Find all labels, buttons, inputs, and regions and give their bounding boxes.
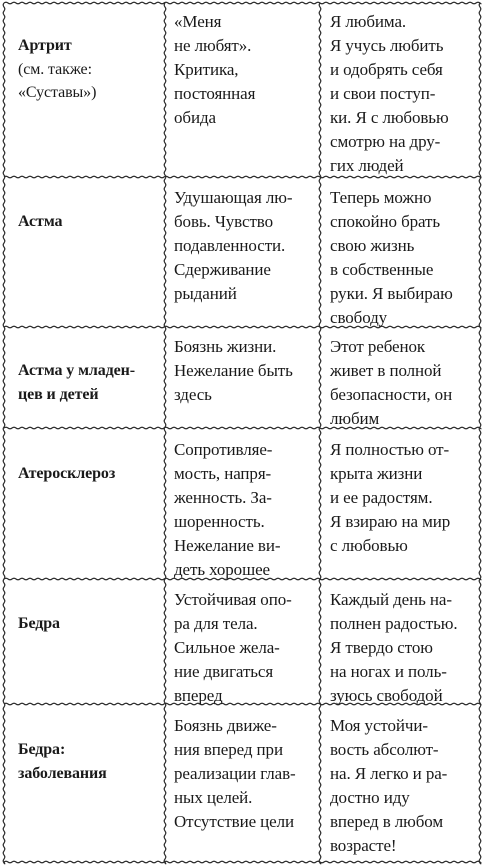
column-divider	[319, 3, 321, 864]
term-cell	[18, 588, 158, 636]
term-name: Атеросклероз	[18, 465, 116, 482]
term-cell	[18, 10, 158, 128]
affirmation-cell: Я любима. Я учусь любить и одобрять себя и свои поступ- ки. Я с любовью смотрю на дру- гих людей	[330, 12, 449, 175]
term-name: Бедра	[18, 615, 60, 632]
cause-cell: «Меня не любят». Критика, постоянная обида	[174, 12, 256, 127]
affirmation-cell: Этот ребенок живет в полной безопасности, он любим	[330, 337, 453, 428]
cause-cell: Боязнь жизни. Нежелание быть здесь	[174, 337, 293, 404]
column-divider	[164, 3, 166, 864]
term-cell	[18, 714, 158, 786]
cause-cell: Сопротивляе- мость, напря- женность. За- шоренность. Нежелание ви- деть хорошее	[174, 440, 281, 579]
term-name: Астма у младен- цев и детей	[18, 362, 136, 403]
affirmation-cell: Я полностью от- крыта жизни и ее радостям. Я взираю на мир с любовью	[330, 440, 451, 555]
term-cell	[18, 335, 168, 407]
term-name: Артрит	[18, 37, 72, 54]
table-left-border	[3, 3, 5, 864]
term-cell	[18, 186, 158, 234]
table-top-border	[4, 2, 481, 4]
table-bottom-border	[4, 861, 481, 863]
term-name: Астма	[18, 213, 63, 230]
term-note: (см. также: «Суставы»)	[18, 61, 97, 101]
term-cell	[18, 438, 158, 486]
cause-cell: Удушающая лю- бовь. Чувство подавленности. Сдерживание рыданий	[174, 188, 293, 303]
affirmation-cell: Моя устойчи- вость абсолют- на. Я легко и ра- достно иду вперед в любом возрасте!	[330, 716, 448, 855]
cause-cell: Боязнь движе- ния вперед при реализации глав- ных целей. Отсутствие цели	[174, 716, 296, 831]
term-name: Бедра: заболевания	[18, 741, 107, 782]
cause-cell: Устойчивая опо- ра для тела. Сильное жела- ние двигаться вперед	[174, 590, 292, 705]
affirmation-cell: Каждый день на- полнен радостью. Я твердо стою на ногах и поль- зуюсь свободой	[330, 590, 458, 705]
affirmation-cell: Теперь можно спокойно брать свою жизнь в собственные руки. Я выбираю свободу	[330, 188, 453, 327]
